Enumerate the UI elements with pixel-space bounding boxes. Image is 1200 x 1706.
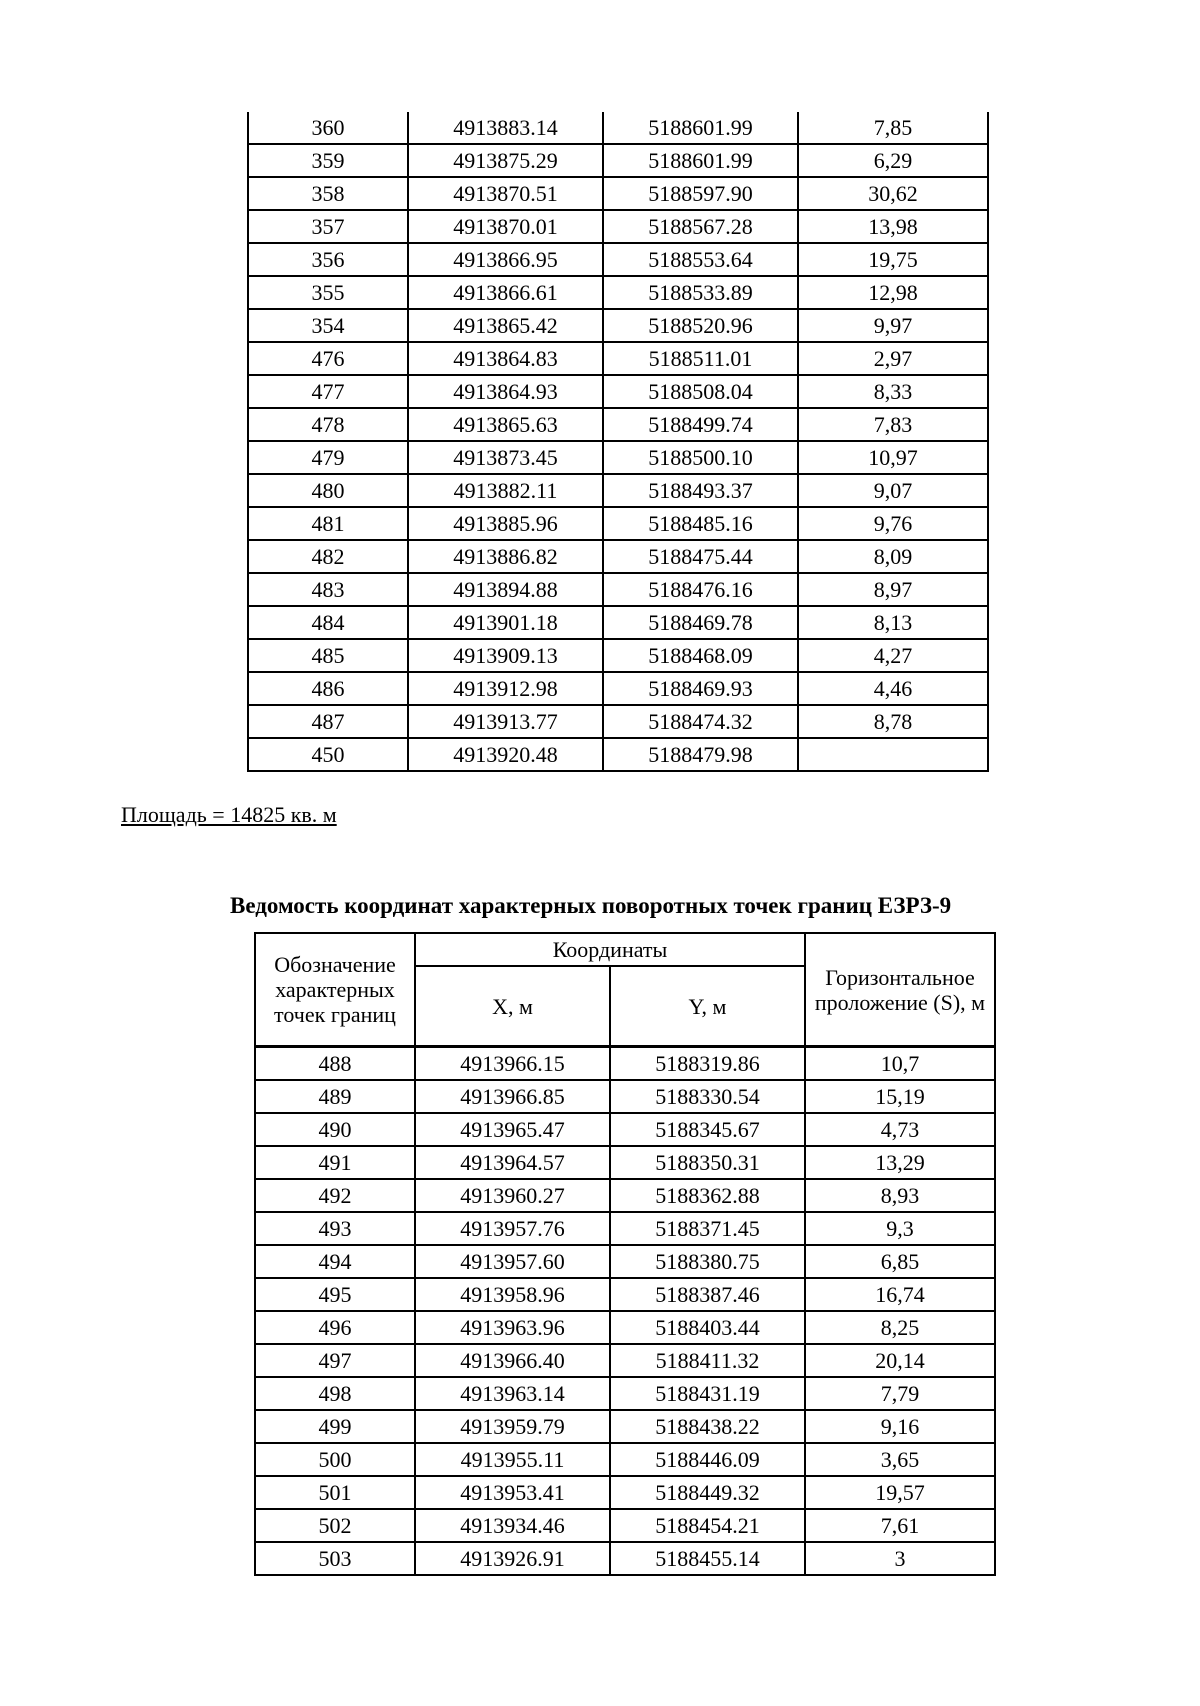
table-row	[248, 507, 988, 540]
cell-point: 478	[248, 408, 408, 441]
cell-x: 4913864.83	[408, 342, 603, 375]
cell-distance: 9,16	[805, 1410, 995, 1443]
table-row	[255, 1344, 995, 1377]
cell-distance: 3,65	[805, 1443, 995, 1476]
cell-distance: 9,76	[798, 507, 988, 540]
cell-distance: 16,74	[805, 1278, 995, 1311]
cell-y: 5188454.21	[610, 1509, 805, 1542]
cell-point: 494	[255, 1245, 415, 1278]
cell-distance: 9,07	[798, 474, 988, 507]
cell-x: 4913901.18	[408, 606, 603, 639]
cell-x: 4913966.40	[415, 1344, 610, 1377]
cell-distance: 8,97	[798, 573, 988, 606]
table-row	[255, 1245, 995, 1278]
cell-y: 5188475.44	[603, 540, 798, 573]
cell-distance	[798, 738, 988, 771]
cell-x: 4913960.27	[415, 1179, 610, 1212]
table-row	[248, 375, 988, 408]
coordinates-table-body	[255, 1047, 995, 1576]
cell-point: 354	[248, 309, 408, 342]
table-row	[248, 408, 988, 441]
cell-distance: 19,75	[798, 243, 988, 276]
header-y: Y, м	[610, 966, 805, 1047]
cell-distance: 13,98	[798, 210, 988, 243]
cell-x: 4913873.45	[408, 441, 603, 474]
table-row	[248, 540, 988, 573]
table-row	[248, 309, 988, 342]
cell-point: 480	[248, 474, 408, 507]
cell-point: 488	[255, 1047, 415, 1081]
cell-y: 5188601.99	[603, 144, 798, 177]
table-row	[248, 177, 988, 210]
cell-x: 4913965.47	[415, 1113, 610, 1146]
cell-point: 490	[255, 1113, 415, 1146]
cell-point: 497	[255, 1344, 415, 1377]
table-row	[255, 1080, 995, 1113]
cell-point: 481	[248, 507, 408, 540]
table-row	[248, 606, 988, 639]
cell-x: 4913882.11	[408, 474, 603, 507]
cell-x: 4913894.88	[408, 573, 603, 606]
cell-y: 5188330.54	[610, 1080, 805, 1113]
table-row	[255, 1377, 995, 1410]
cell-y: 5188350.31	[610, 1146, 805, 1179]
cell-x: 4913953.41	[415, 1476, 610, 1509]
cell-y: 5188403.44	[610, 1311, 805, 1344]
table-row	[248, 144, 988, 177]
cell-x: 4913886.82	[408, 540, 603, 573]
cell-point: 501	[255, 1476, 415, 1509]
cell-point: 485	[248, 639, 408, 672]
cell-y: 5188319.86	[610, 1047, 805, 1081]
table-row	[248, 474, 988, 507]
cell-point: 496	[255, 1311, 415, 1344]
cell-y: 5188380.75	[610, 1245, 805, 1278]
cell-distance: 15,19	[805, 1080, 995, 1113]
cell-x: 4913864.93	[408, 375, 603, 408]
cell-point: 495	[255, 1278, 415, 1311]
cell-x: 4913920.48	[408, 738, 603, 771]
cell-point: 483	[248, 573, 408, 606]
cell-distance: 8,78	[798, 705, 988, 738]
header-horizontal-distance: Горизонтальное проложение (S), м	[805, 933, 995, 1047]
cell-y: 5188520.96	[603, 309, 798, 342]
cell-point: 502	[255, 1509, 415, 1542]
cell-distance: 6,85	[805, 1245, 995, 1278]
cell-y: 5188438.22	[610, 1410, 805, 1443]
header-coordinates: Координаты	[415, 933, 805, 966]
cell-x: 4913883.14	[408, 112, 603, 144]
cell-distance: 13,29	[805, 1146, 995, 1179]
cell-x: 4913955.11	[415, 1443, 610, 1476]
cell-point: 355	[248, 276, 408, 309]
cell-point: 356	[248, 243, 408, 276]
table-row	[248, 112, 988, 144]
table-row	[255, 1542, 995, 1575]
cell-distance: 10,7	[805, 1047, 995, 1081]
section-title: Ведомость координат характерных поворотных точек границ ЕЗРЗ-9	[230, 893, 952, 918]
table-row	[255, 1278, 995, 1311]
cell-distance: 8,25	[805, 1311, 995, 1344]
cell-x: 4913866.95	[408, 243, 603, 276]
cell-distance: 7,61	[805, 1509, 995, 1542]
cell-y: 5188362.88	[610, 1179, 805, 1212]
header-point: Обозначение характерных точек границ	[255, 933, 415, 1047]
cell-point: 359	[248, 144, 408, 177]
cell-x: 4913870.51	[408, 177, 603, 210]
table-row	[255, 1179, 995, 1212]
cell-distance: 6,29	[798, 144, 988, 177]
cell-distance: 19,57	[805, 1476, 995, 1509]
table-row	[248, 243, 988, 276]
cell-distance: 8,13	[798, 606, 988, 639]
table-header	[255, 933, 995, 1047]
cell-distance: 9,97	[798, 309, 988, 342]
cell-y: 5188567.28	[603, 210, 798, 243]
cell-point: 486	[248, 672, 408, 705]
cell-y: 5188449.32	[610, 1476, 805, 1509]
cell-y: 5188508.04	[603, 375, 798, 408]
cell-point: 482	[248, 540, 408, 573]
cell-x: 4913865.63	[408, 408, 603, 441]
cell-x: 4913875.29	[408, 144, 603, 177]
cell-x: 4913866.61	[408, 276, 603, 309]
table-row	[255, 1047, 995, 1081]
cell-x: 4913934.46	[415, 1509, 610, 1542]
table-row	[248, 276, 988, 309]
cell-distance: 12,98	[798, 276, 988, 309]
table-row	[248, 342, 988, 375]
cell-x: 4913966.85	[415, 1080, 610, 1113]
cell-point: 493	[255, 1212, 415, 1245]
cell-distance: 2,97	[798, 342, 988, 375]
table-row	[255, 1212, 995, 1245]
cell-x: 4913957.76	[415, 1212, 610, 1245]
coordinates-table-body	[248, 112, 988, 771]
cell-y: 5188345.67	[610, 1113, 805, 1146]
table-row	[248, 738, 988, 771]
cell-y: 5188493.37	[603, 474, 798, 507]
cell-distance: 8,93	[805, 1179, 995, 1212]
cell-distance: 9,3	[805, 1212, 995, 1245]
cell-point: 491	[255, 1146, 415, 1179]
cell-point: 479	[248, 441, 408, 474]
cell-x: 4913958.96	[415, 1278, 610, 1311]
cell-point: 492	[255, 1179, 415, 1212]
cell-point: 487	[248, 705, 408, 738]
cell-x: 4913912.98	[408, 672, 603, 705]
coordinates-table-ezrz-9	[254, 932, 996, 1576]
cell-distance: 30,62	[798, 177, 988, 210]
cell-distance: 8,33	[798, 375, 988, 408]
cell-x: 4913957.60	[415, 1245, 610, 1278]
cell-y: 5188474.32	[603, 705, 798, 738]
cell-y: 5188469.78	[603, 606, 798, 639]
cell-x: 4913870.01	[408, 210, 603, 243]
cell-y: 5188479.98	[603, 738, 798, 771]
cell-point: 500	[255, 1443, 415, 1476]
table-row	[248, 672, 988, 705]
cell-y: 5188553.64	[603, 243, 798, 276]
cell-point: 498	[255, 1377, 415, 1410]
cell-distance: 10,97	[798, 441, 988, 474]
cell-y: 5188431.19	[610, 1377, 805, 1410]
table-row	[255, 1146, 995, 1179]
cell-y: 5188511.01	[603, 342, 798, 375]
cell-point: 358	[248, 177, 408, 210]
cell-y: 5188469.93	[603, 672, 798, 705]
header-x: X, м	[415, 966, 610, 1047]
cell-y: 5188455.14	[610, 1542, 805, 1575]
table-row	[248, 639, 988, 672]
cell-x: 4913913.77	[408, 705, 603, 738]
cell-y: 5188485.16	[603, 507, 798, 540]
cell-y: 5188601.99	[603, 112, 798, 144]
cell-point: 499	[255, 1410, 415, 1443]
cell-x: 4913865.42	[408, 309, 603, 342]
cell-point: 476	[248, 342, 408, 375]
cell-distance: 7,85	[798, 112, 988, 144]
cell-point: 503	[255, 1542, 415, 1575]
cell-distance: 7,79	[805, 1377, 995, 1410]
table-row	[248, 441, 988, 474]
cell-point: 450	[248, 738, 408, 771]
cell-x: 4913963.14	[415, 1377, 610, 1410]
cell-y: 5188468.09	[603, 639, 798, 672]
cell-distance: 8,09	[798, 540, 988, 573]
cell-y: 5188597.90	[603, 177, 798, 210]
cell-x: 4913964.57	[415, 1146, 610, 1179]
table-row	[255, 1509, 995, 1542]
cell-point: 357	[248, 210, 408, 243]
cell-x: 4913966.15	[415, 1047, 610, 1081]
cell-point: 489	[255, 1080, 415, 1113]
table-row	[255, 1443, 995, 1476]
cell-y: 5188533.89	[603, 276, 798, 309]
cell-distance: 3	[805, 1542, 995, 1575]
cell-point: 477	[248, 375, 408, 408]
cell-y: 5188387.46	[610, 1278, 805, 1311]
table-row	[255, 1311, 995, 1344]
area-total: Площадь = 14825 кв. м	[121, 802, 337, 827]
cell-y: 5188499.74	[603, 408, 798, 441]
cell-distance: 4,46	[798, 672, 988, 705]
cell-y: 5188371.45	[610, 1212, 805, 1245]
table-row	[255, 1476, 995, 1509]
cell-y: 5188411.32	[610, 1344, 805, 1377]
table-row	[248, 573, 988, 606]
cell-y: 5188476.16	[603, 573, 798, 606]
coordinates-table-continued	[247, 112, 989, 772]
cell-x: 4913959.79	[415, 1410, 610, 1443]
cell-x: 4913926.91	[415, 1542, 610, 1575]
cell-distance: 7,83	[798, 408, 988, 441]
cell-y: 5188500.10	[603, 441, 798, 474]
cell-point: 484	[248, 606, 408, 639]
cell-x: 4913963.96	[415, 1311, 610, 1344]
cell-distance: 20,14	[805, 1344, 995, 1377]
table-row	[248, 210, 988, 243]
cell-x: 4913885.96	[408, 507, 603, 540]
cell-point: 360	[248, 112, 408, 144]
cell-distance: 4,27	[798, 639, 988, 672]
cell-distance: 4,73	[805, 1113, 995, 1146]
table-row	[255, 1113, 995, 1146]
cell-y: 5188446.09	[610, 1443, 805, 1476]
cell-x: 4913909.13	[408, 639, 603, 672]
table-row	[255, 1410, 995, 1443]
table-row	[248, 705, 988, 738]
